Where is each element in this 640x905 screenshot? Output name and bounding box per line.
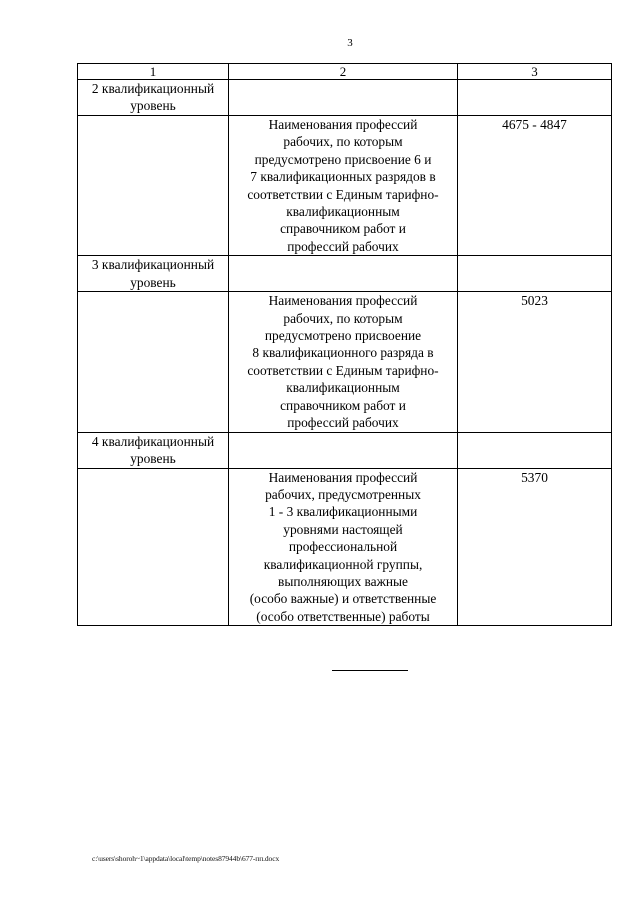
footer-file-path: c:\users\shoroh~1\appdata\local\temp\notes87944b\677-пп.docx <box>92 854 280 863</box>
column-header-3: 3 <box>458 64 612 80</box>
description-line: справочником работ и <box>280 221 406 237</box>
table-row <box>78 80 612 116</box>
description-line: соответствии с Единым тарифно- <box>247 186 439 202</box>
empty-cell <box>229 80 458 116</box>
profession-description-cell <box>229 292 458 432</box>
description-line: соответствии с Единым тарифно- <box>247 362 439 378</box>
description-line: 1 - 3 квалификационными <box>268 504 418 520</box>
description-line: (особо ответственные) работы <box>256 608 430 624</box>
description-line: 7 квалификационных разрядов в <box>250 169 436 185</box>
description-line: профессий рабочих <box>287 415 399 431</box>
description-line: рабочих, предусмотренных <box>265 486 421 502</box>
profession-description-cell <box>229 468 458 626</box>
empty-cell <box>458 80 612 116</box>
description-line: уровнями настоящей <box>283 521 403 537</box>
description-line: предусмотрено присвоение <box>264 328 422 344</box>
description-line: профессий рабочих <box>287 238 399 254</box>
description-line: Наименования профессий <box>268 469 418 485</box>
salary-value-cell: 4675 - 4847 <box>458 116 612 256</box>
empty-cell <box>78 468 229 626</box>
page-number: 3 <box>347 37 353 49</box>
column-header-1: 1 <box>78 64 229 80</box>
description-line: Наименования профессий <box>268 293 418 309</box>
column-header-2: 2 <box>229 64 458 80</box>
description-line: профессиональной <box>288 539 398 555</box>
table-row <box>78 468 612 626</box>
description-line: рабочих, по которым <box>283 134 403 150</box>
empty-cell <box>78 116 229 256</box>
description-line: квалификационной группы, <box>263 556 423 572</box>
table-header-row <box>78 64 612 80</box>
description-line: справочником работ и <box>280 397 406 413</box>
description-line: 8 квалификационного разряда в <box>252 345 434 361</box>
empty-cell <box>229 256 458 292</box>
qualification-level-cell: 4 квалификационный уровень <box>78 432 229 468</box>
salary-value-cell: 5370 <box>458 468 612 626</box>
description-line: Наименования профессий <box>268 117 418 132</box>
salary-table <box>77 63 612 626</box>
profession-description-cell <box>229 116 458 256</box>
salary-value-cell: 5023 <box>458 292 612 432</box>
description-line: квалификационным <box>286 204 400 220</box>
table-row <box>78 116 612 256</box>
empty-cell <box>458 432 612 468</box>
qualification-level-cell: 3 квалификационный уровень <box>78 256 229 292</box>
description-line: предусмотрено присвоение 6 и <box>254 151 432 167</box>
table-row <box>78 432 612 468</box>
description-line: рабочих, по которым <box>283 310 403 326</box>
description-line: выполняющих важные <box>278 573 408 589</box>
table-row <box>78 292 612 432</box>
table-row <box>78 256 612 292</box>
description-line: (особо важные) и ответственные <box>249 591 437 607</box>
empty-cell <box>229 432 458 468</box>
empty-cell <box>458 256 612 292</box>
empty-cell <box>78 292 229 432</box>
end-of-document-divider <box>332 670 408 671</box>
description-line: квалификационным <box>286 380 400 396</box>
qualification-level-cell: 2 квалификационный уровень <box>78 80 229 116</box>
